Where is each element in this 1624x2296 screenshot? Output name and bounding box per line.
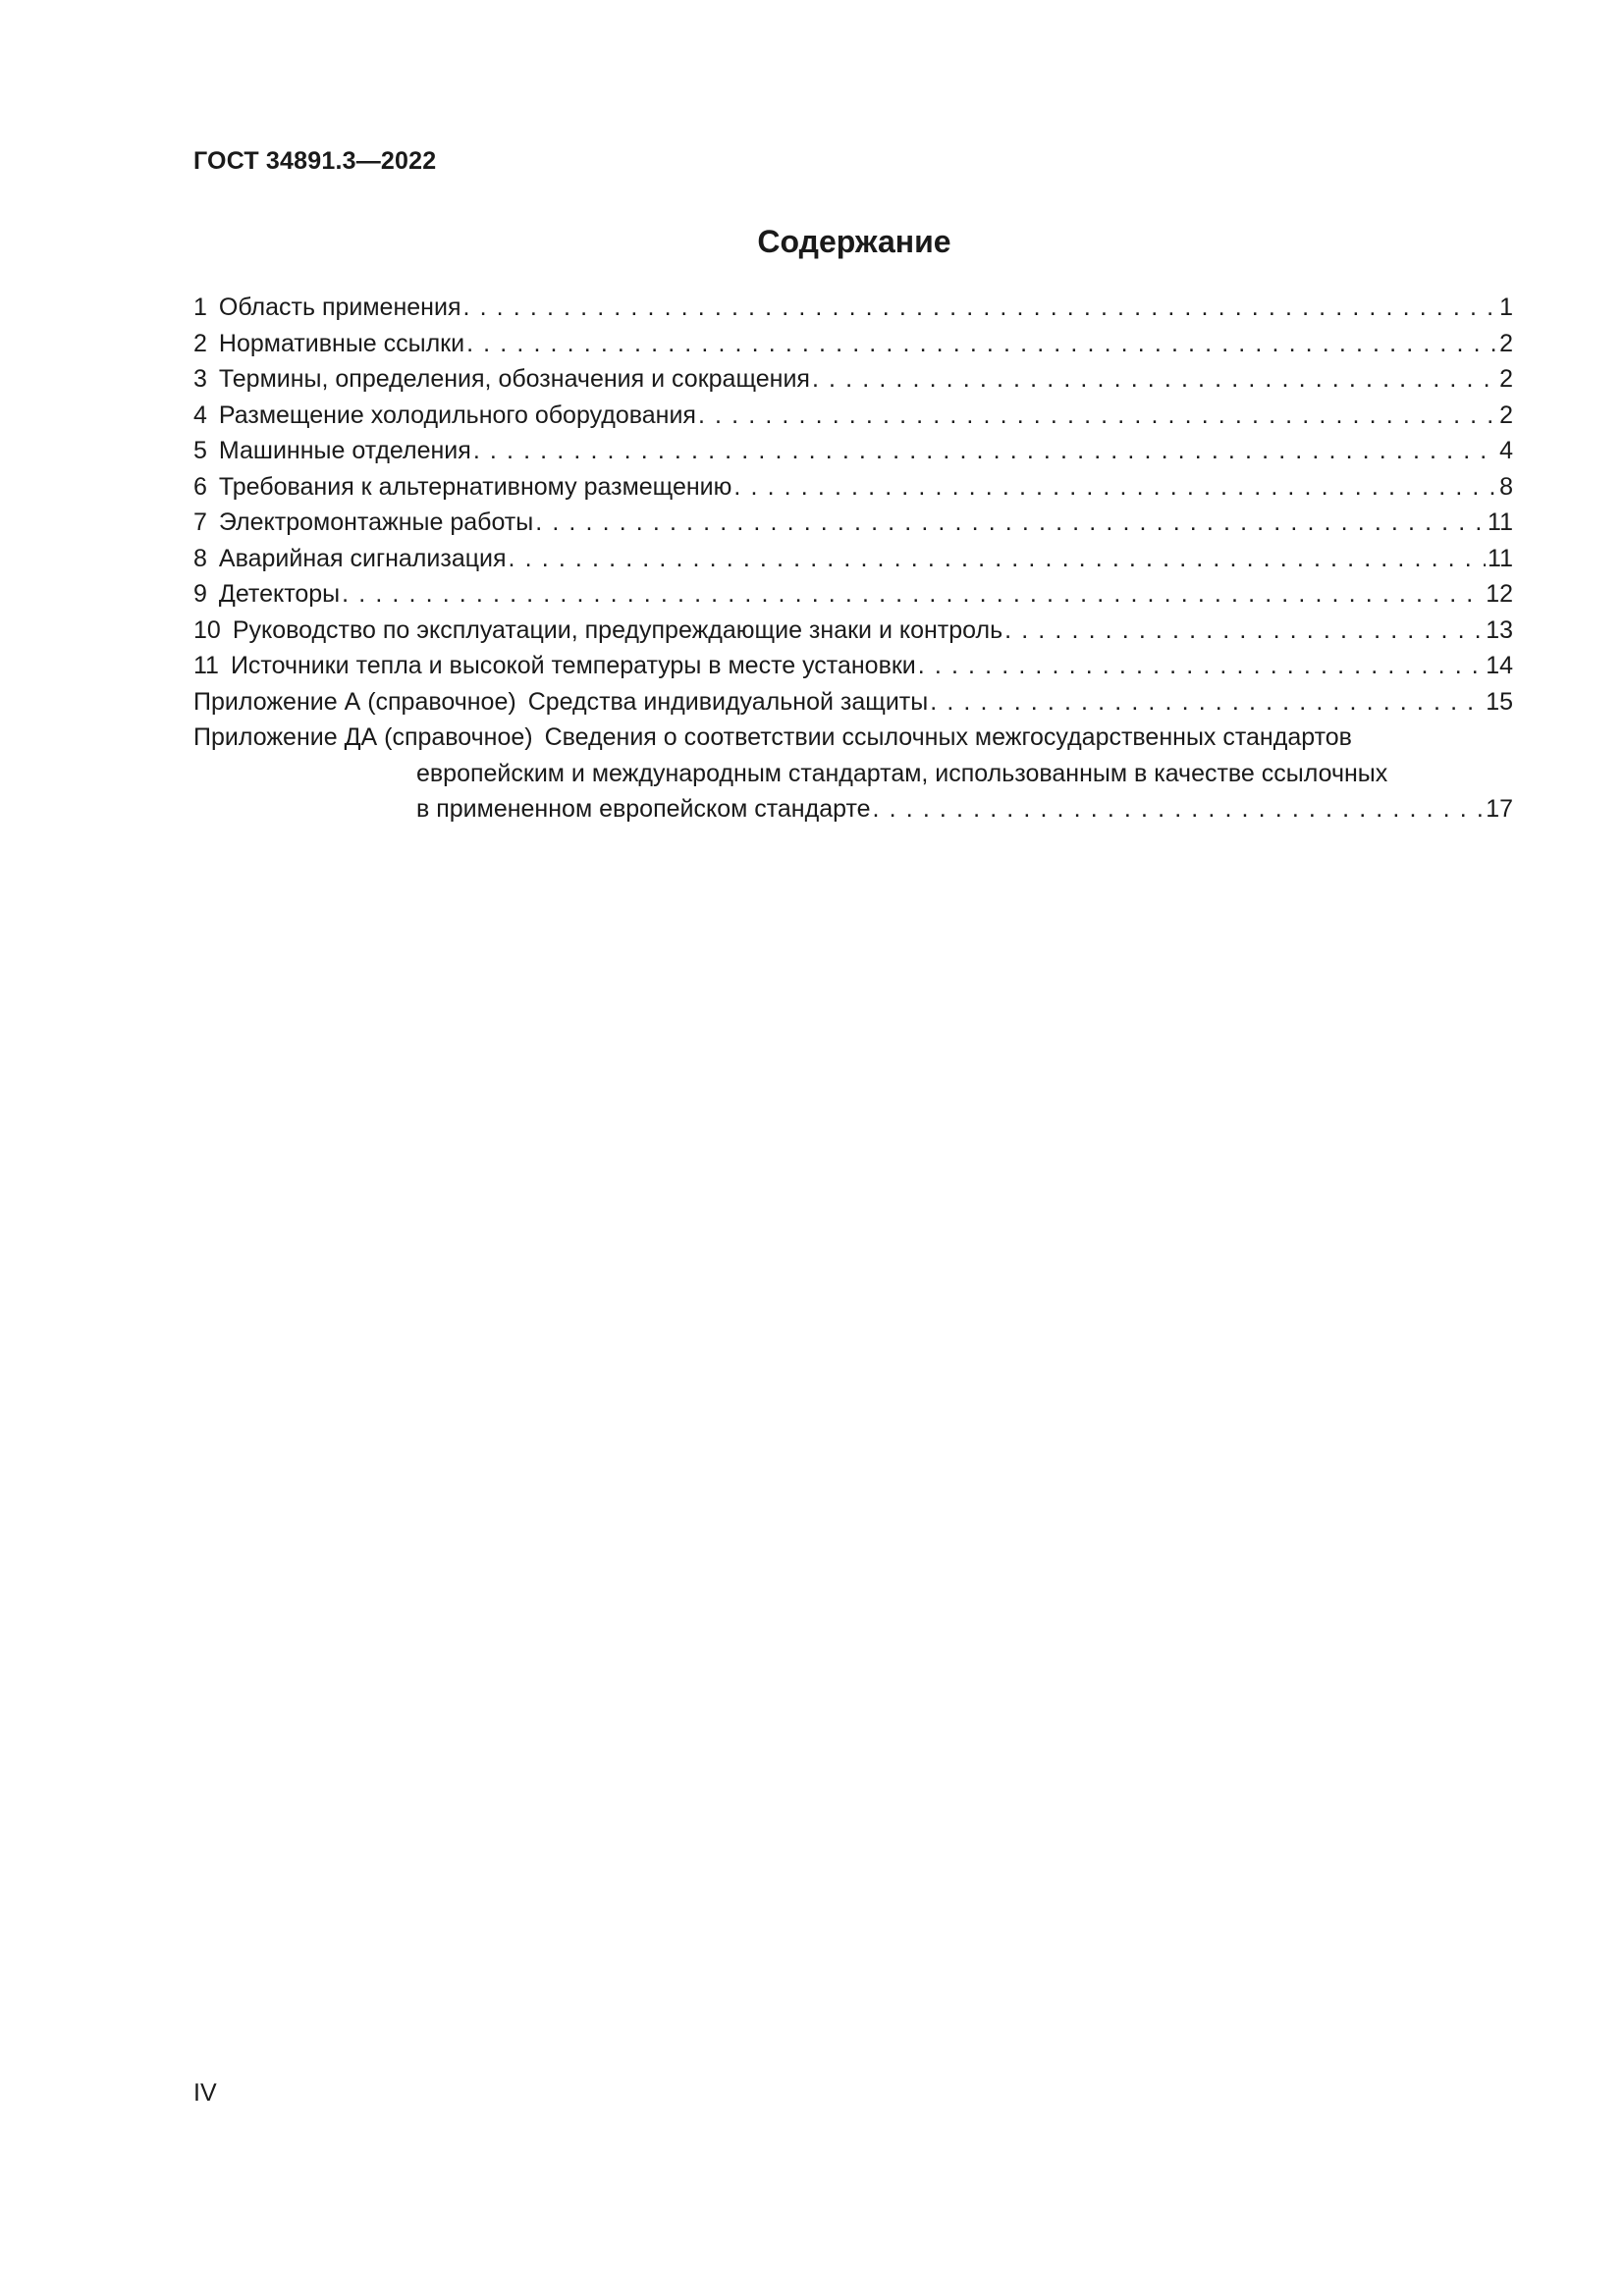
toc-leader-dots	[535, 505, 1486, 541]
toc-item-number: 7	[193, 508, 207, 536]
toc-item[interactable]	[193, 505, 1513, 541]
document-code: ГОСТ 34891.3—2022	[193, 147, 437, 175]
toc-item-number: 4	[193, 400, 207, 429]
appendix-title-line-1: Сведения о соответствии ссылочных межгосударственных стандартов	[544, 723, 1352, 751]
toc-item[interactable]	[193, 541, 1513, 577]
toc-item-title: Руководство по эксплуатации, предупреждающие знаки и контроль	[232, 615, 1003, 644]
appendix-title: Средства индивидуальной защиты	[527, 687, 929, 716]
toc-item[interactable]	[193, 433, 1513, 469]
appendix-title-line-2: европейским и международным стандартам, использованным в качестве ссылочных	[416, 759, 1388, 787]
toc-item-number: 6	[193, 472, 207, 501]
toc-item-number: 2	[193, 329, 207, 357]
toc-appendix-da-continuation	[193, 756, 1513, 792]
toc-item-page: 1	[1499, 294, 1513, 321]
toc-item-page: 11	[1488, 544, 1513, 572]
toc-item-page: 2	[1499, 365, 1513, 393]
toc-item[interactable]	[193, 576, 1513, 613]
appendix-label: Приложение А (справочное)	[193, 687, 516, 716]
toc-item-page: 14	[1486, 652, 1513, 679]
toc-appendix-da[interactable]	[193, 720, 1513, 756]
table-of-contents	[193, 290, 1513, 828]
toc-item[interactable]	[193, 398, 1513, 434]
toc-item[interactable]	[193, 361, 1513, 398]
toc-item[interactable]	[193, 648, 1513, 684]
toc-item[interactable]	[193, 469, 1513, 506]
toc-item-title: Электромонтажные работы	[218, 508, 534, 536]
toc-item-title: Требования к альтернативному размещению	[218, 472, 732, 501]
toc-item-page: 2	[1499, 400, 1513, 429]
toc-item-number: 10	[193, 615, 221, 644]
appendix-title-line-3: в примененном европейском стандарте	[416, 795, 871, 823]
toc-item[interactable]	[193, 326, 1513, 362]
toc-item-title: Нормативные ссылки	[218, 329, 465, 357]
appendix-page: 17	[1486, 795, 1513, 823]
toc-leader-dots	[462, 290, 1497, 326]
toc-leader-dots	[473, 433, 1497, 469]
toc-item-number: 5	[193, 437, 207, 464]
toc-leader-dots	[812, 361, 1497, 398]
toc-item-title: Область применения	[218, 294, 461, 321]
toc-appendix-a[interactable]	[193, 684, 1513, 721]
toc-title: Содержание	[757, 224, 951, 259]
toc-item-title: Аварийная сигнализация	[218, 544, 507, 572]
page-number: IV	[193, 2079, 217, 2107]
toc-item-page: 12	[1486, 580, 1513, 608]
toc-leader-dots	[930, 684, 1484, 721]
toc-item-page: 4	[1499, 437, 1513, 464]
toc-item-number: 8	[193, 544, 207, 572]
toc-leader-dots	[509, 541, 1487, 577]
toc-item-title: Машинные отделения	[218, 437, 471, 464]
toc-leader-dots	[466, 326, 1497, 362]
toc-leader-dots	[733, 469, 1497, 506]
appendix-page: 15	[1486, 687, 1513, 716]
appendix-label: Приложение ДА (справочное)	[193, 723, 533, 751]
toc-item-number: 3	[193, 365, 207, 393]
toc-leader-dots	[1004, 613, 1484, 649]
toc-item-number: 11	[193, 652, 219, 679]
toc-item-title: Размещение холодильного оборудования	[218, 400, 696, 429]
toc-item[interactable]	[193, 613, 1513, 649]
toc-item-title: Детекторы	[218, 580, 341, 608]
toc-leader-dots	[342, 576, 1484, 613]
toc-leader-dots	[698, 398, 1497, 434]
toc-item-number: 1	[193, 294, 207, 321]
toc-leader-dots	[918, 648, 1484, 684]
toc-item-title: Термины, определения, обозначения и сокращения	[218, 365, 810, 393]
toc-appendix-da-continuation[interactable]	[193, 791, 1513, 828]
toc-item-page: 2	[1499, 329, 1513, 357]
toc-item-number: 9	[193, 580, 207, 608]
toc-leader-dots	[873, 791, 1485, 828]
toc-item[interactable]	[193, 290, 1513, 326]
toc-item-page: 11	[1488, 508, 1513, 536]
toc-item-title: Источники тепла и высокой температуры в месте установки	[230, 652, 916, 679]
toc-item-page: 13	[1486, 615, 1513, 644]
toc-item-page: 8	[1499, 472, 1513, 501]
